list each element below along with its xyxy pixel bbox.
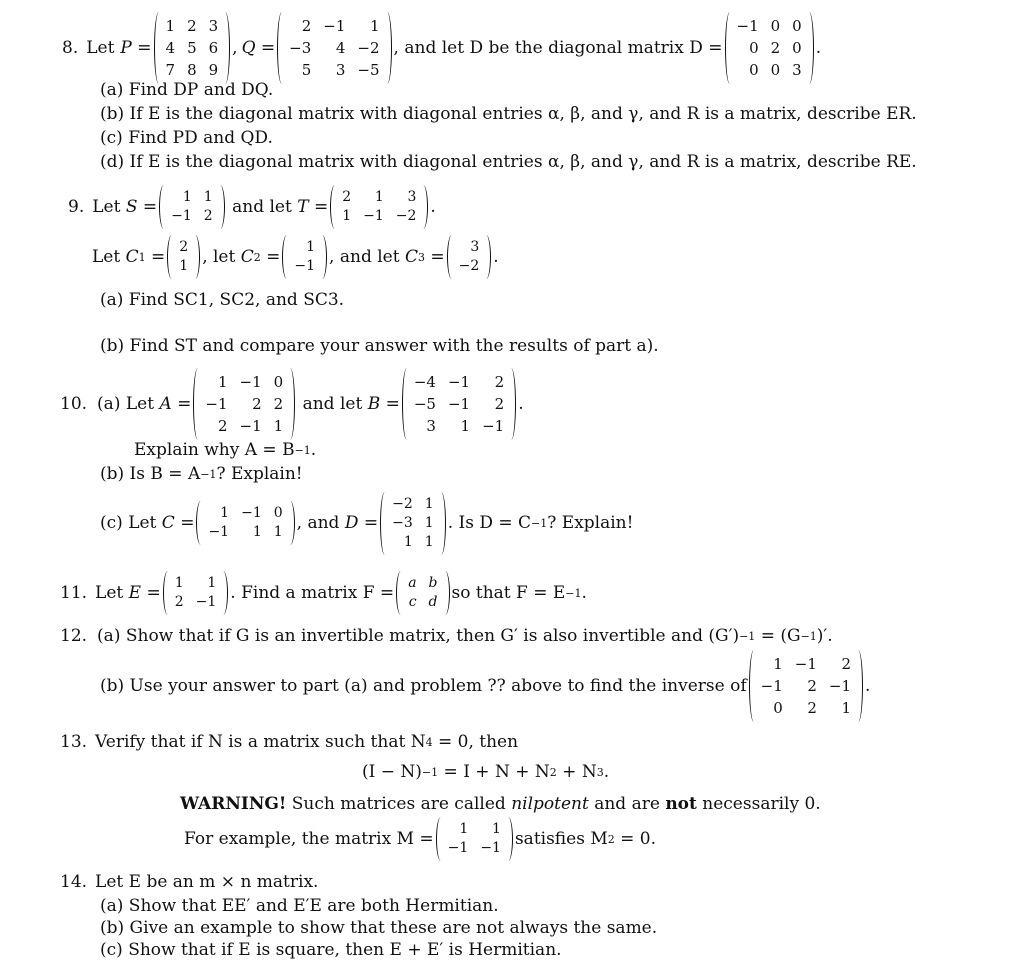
- problem-14a: [100, 896, 499, 916]
- matrix-entry: 1: [165, 17, 176, 35]
- satisfies-tail: = 0.: [614, 829, 657, 849]
- problem-8c: [100, 128, 273, 148]
- matrix-entry: −1: [760, 677, 783, 695]
- problem-10-number: 10.: [60, 394, 88, 414]
- matrix-D: [725, 12, 814, 84]
- matrix-entry: −1: [239, 417, 262, 435]
- problem-13-formula-tail: = I + N + N: [438, 762, 550, 782]
- problem-10a-explain: Explain why A = B −1 .: [134, 440, 317, 460]
- matrix-entry: 1: [174, 575, 184, 591]
- matrix-entry: 0: [792, 39, 802, 57]
- matrix-entry: 1: [252, 524, 262, 540]
- left-paren: [159, 185, 167, 229]
- right-paren: [508, 368, 516, 440]
- matrix-entry: c: [408, 594, 417, 610]
- left-paren: [163, 571, 171, 615]
- matrix-entry: −1: [205, 395, 228, 413]
- problem-14c: [100, 940, 562, 960]
- matrix-entry: 1: [424, 533, 434, 550]
- warning-text: Such matrices are called: [286, 794, 512, 814]
- nilpotent-term: nilpotent: [511, 794, 589, 814]
- matrix-entry: −4: [413, 373, 436, 391]
- matrix-entry: −3: [392, 514, 413, 531]
- problem-9b: [100, 336, 659, 356]
- matrix-entry: −5: [413, 395, 436, 413]
- matrix-entry: 0: [749, 61, 759, 79]
- matrix-F: [396, 571, 449, 615]
- matrix-entry: 1: [220, 505, 230, 521]
- matrix-entry: 5: [301, 61, 312, 79]
- matrix-entry: 7: [165, 61, 176, 79]
- right-paren: [319, 235, 327, 279]
- matrix-entry: −1: [195, 594, 217, 610]
- matrix-12b: [749, 650, 863, 722]
- problem-8a: [100, 80, 273, 100]
- problem-13-formula: (I − N) −1 = I + N + N 2 + N 3 .: [362, 762, 610, 782]
- right-paren: [505, 817, 513, 861]
- matrix-entry: 2: [217, 417, 228, 435]
- problem-9b-text: (b) Find ST and compare your answer with the results of part a).: [100, 336, 659, 356]
- left-paren: [154, 12, 162, 84]
- matrix-A: [193, 368, 295, 440]
- left-paren: [725, 12, 733, 84]
- matrix-P: [154, 12, 231, 84]
- problem-14-intro: [60, 872, 318, 892]
- matrix-entry: 3: [792, 61, 802, 79]
- problem-14b: [100, 918, 657, 938]
- matrix-D-10: [380, 492, 446, 555]
- problem-12a-tail: = (G: [755, 626, 801, 646]
- matrix-entry: 2: [770, 39, 781, 57]
- matrix-entry: 1: [273, 524, 283, 540]
- left-paren: [196, 501, 204, 545]
- matrix-entry: 2: [807, 699, 817, 717]
- matrix-entry: 2: [252, 395, 262, 413]
- matrix-entry: −2: [458, 258, 480, 274]
- matrix-entry: −1: [736, 17, 759, 35]
- problem-8d: [100, 152, 917, 172]
- right-paren: [217, 185, 225, 229]
- problem-12a: 12. (a) Show that if G is an invertible matrix, then G′ is also invertible and (G′) −1 = (G −1 )′.: [60, 626, 833, 646]
- problem-8b: [100, 104, 917, 124]
- matrix-entry: −1: [241, 505, 262, 521]
- matrix-entry: 3: [426, 417, 436, 435]
- matrix-entry: 0: [792, 17, 802, 35]
- problem-9a: [100, 290, 344, 310]
- matrix-entry: 0: [773, 699, 783, 717]
- problem-8-number: 8.: [62, 38, 79, 58]
- matrix-entry: a: [408, 575, 417, 591]
- problem-13-number: 13.: [60, 732, 88, 752]
- problem-13-formula-text: (I − N): [362, 762, 422, 782]
- matrix-entry: 1: [403, 533, 413, 550]
- problem-11-mid: . Find a matrix F =: [230, 583, 395, 603]
- matrix-entry: 1: [179, 258, 189, 274]
- vector-C2: [282, 235, 327, 279]
- matrix-entry: 1: [459, 821, 469, 837]
- matrix-entry: 1: [841, 699, 852, 717]
- problem-14a-text: (a) Show that EE′ and E′E are both Hermitian.: [100, 896, 499, 916]
- problem-13-example: For example, the matrix M = 1 1 −1 −1 satisfies M 2 = 0.: [184, 816, 656, 862]
- left-paren: [396, 571, 404, 615]
- problem-12a-tail2: )′.: [816, 626, 833, 646]
- left-paren: [380, 492, 388, 555]
- problem-8-mid: , and let D be the diagonal matrix D =: [393, 38, 723, 58]
- problem-12-number: 12.: [60, 626, 88, 646]
- problem-12b-text: (b) Use your answer to part (a) and problem ?? above to find the inverse of: [100, 676, 747, 696]
- matrix-entry: d: [428, 594, 438, 610]
- problem-10b-text: (b) Is B = A: [100, 464, 201, 484]
- left-paren: [402, 368, 410, 440]
- matrix-entry: 3: [208, 17, 219, 35]
- problem-14b-text: (b) Give an example to show that these are not always the same.: [100, 918, 658, 938]
- matrix-entry: 4: [165, 39, 176, 57]
- problem-8-intro: Let: [86, 38, 115, 58]
- problem-10c: (c) Let C = 1 −1 0 −1 1 1 , and D = −2 1 −3 1 1 1 . Is D = C −1 ? Explain!: [100, 488, 633, 558]
- matrix-entry: 9: [208, 61, 219, 79]
- problem-8b-text: (b) If E is the diagonal matrix with diagonal entries α, β, and γ, and R is a matrix, describe ER.: [100, 104, 917, 124]
- matrix-entry: −5: [357, 61, 380, 79]
- not-emphasis: not: [665, 794, 697, 814]
- matrix-entry: −1: [171, 208, 192, 224]
- problem-8a-text: (a) Find DP and DQ.: [100, 80, 274, 100]
- problem-12a-text: (a) Show that if G is an invertible matrix, then G′ is also invertible and (G′): [97, 626, 740, 646]
- matrix-entry: −1: [363, 208, 384, 224]
- left-paren: [436, 817, 444, 861]
- problem-10c-tail2: ? Explain!: [547, 513, 634, 533]
- warning-label: WARNING!: [180, 794, 287, 814]
- right-paren: [192, 235, 200, 279]
- right-paren: [438, 492, 446, 555]
- left-paren: [277, 12, 285, 84]
- problem-8-statement: 8. Let P = 1 2 3 4 5 6 7 8 9 , Q = 2 −1 1 −3 4 −2 5 3 −5 , and let D be the diagonal matrix D = −1 0 0 0 2 0 0 0 3 .: [62, 12, 821, 84]
- right-paren: [806, 12, 814, 84]
- matrix-entry: 2: [174, 594, 184, 610]
- warning-text-3: necessarily 0.: [696, 794, 821, 814]
- matrix-entry: −1: [447, 395, 471, 413]
- matrix-entry: 2: [342, 189, 352, 205]
- problem-9-statement: 9. Let S = 1 1 −1 2 and let T = 2 1 3 1 −1 −2 .: [68, 184, 436, 230]
- matrix-entry: 1: [203, 189, 213, 205]
- matrix-entry: −1: [480, 840, 501, 856]
- matrix-entry: 0: [770, 61, 781, 79]
- right-paren: [384, 12, 392, 84]
- matrix-entry: 1: [273, 417, 284, 435]
- problem-14-number: 14.: [60, 872, 88, 892]
- matrix-entry: 2: [187, 17, 197, 35]
- problem-13-intro-text: Verify that if N is a matrix such that N: [95, 732, 426, 752]
- matrix-entry: 3: [335, 61, 346, 79]
- problem-14c-text: (c) Show that if E is square, then E + E′ is Hermitian.: [100, 940, 562, 960]
- matrix-entry: −2: [357, 39, 380, 57]
- matrix-entry: 8: [187, 61, 197, 79]
- matrix-entry: 2: [273, 395, 284, 413]
- matrix-entry: 1: [207, 575, 217, 591]
- problem-13-intro: 13. Verify that if N is a matrix such that N 4 = 0, then: [60, 732, 519, 752]
- matrix-T: [330, 185, 428, 229]
- matrix-S: [159, 185, 225, 229]
- left-paren: [282, 235, 290, 279]
- matrix-entry: 3: [407, 189, 417, 205]
- matrix-entry: 0: [273, 373, 284, 391]
- right-paren: [222, 12, 230, 84]
- left-paren: [330, 185, 338, 229]
- matrix-entry: 1: [374, 189, 384, 205]
- matrix-entry: 5: [187, 39, 197, 57]
- matrix-entry: −1: [482, 417, 505, 435]
- right-paren: [287, 368, 295, 440]
- matrix-entry: 2: [494, 373, 505, 391]
- matrix-entry: 1: [370, 17, 380, 35]
- problem-10-statement: 10. (a) Let A = 1 −1 0 −1 2 2 2 −1 1 and let B = −4 −1 2 −5 −1 2 3 1 −1 .: [60, 368, 524, 440]
- left-paren: [167, 235, 175, 279]
- matrix-entry: −1: [794, 655, 817, 673]
- problem-13-formula-tail2: + N: [556, 762, 597, 782]
- matrix-entry: −3: [289, 39, 312, 57]
- matrix-entry: 1: [306, 239, 316, 255]
- matrix-entry: 1: [460, 417, 471, 435]
- matrix-entry: 1: [424, 514, 434, 531]
- problem-8c-text: (c) Find PD and QD.: [100, 128, 273, 148]
- problem-14-intro-text: Let E be an m × n matrix.: [95, 872, 319, 892]
- right-paren: [855, 650, 863, 722]
- matrix-entry: 1: [182, 189, 192, 205]
- satisfies-text: satisfies M: [514, 829, 608, 849]
- left-paren: [749, 650, 757, 722]
- matrix-entry: 2: [841, 655, 852, 673]
- matrix-entry: 0: [770, 17, 781, 35]
- matrix-entry: −2: [392, 495, 413, 512]
- example-text: For example, the matrix M =: [184, 829, 434, 849]
- matrix-entry: 2: [203, 208, 213, 224]
- problem-9-vectors: Let C 1 = 2 1 , let C 2 = 1 −1 , and let C 3 = 3 −2 .: [92, 234, 499, 280]
- problem-9a-text: (a) Find SC1, SC2, and SC3.: [100, 290, 345, 310]
- matrix-entry: 4: [335, 39, 346, 57]
- matrix-entry: 1: [217, 373, 228, 391]
- matrix-E: [163, 571, 229, 615]
- warning-text-2: and are: [588, 794, 666, 814]
- right-paren: [220, 571, 228, 615]
- matrix-entry: 0: [749, 39, 759, 57]
- problem-10b-tail: ? Explain!: [216, 464, 303, 484]
- right-paren: [287, 501, 295, 545]
- matrix-entry: 3: [470, 239, 480, 255]
- problem-10c-tail: . Is D = C: [447, 513, 532, 533]
- matrix-entry: −1: [828, 677, 852, 695]
- matrix-entry: 2: [301, 17, 312, 35]
- matrix-entry: 6: [208, 39, 219, 57]
- problem-10a-text: Explain why A = B: [134, 440, 295, 460]
- matrix-entry: −1: [447, 373, 471, 391]
- matrix-entry: −1: [447, 840, 469, 856]
- left-paren: [193, 368, 201, 440]
- matrix-entry: −1: [323, 17, 346, 35]
- matrix-entry: 1: [424, 495, 434, 512]
- matrix-entry: 2: [807, 677, 817, 695]
- vector-C1: [167, 235, 200, 279]
- matrix-Q: [277, 12, 391, 84]
- matrix-entry: 1: [773, 655, 783, 673]
- matrix-entry: 2: [494, 395, 505, 413]
- matrix-entry: b: [428, 575, 438, 591]
- problem-13-intro-tail: = 0, then: [432, 732, 519, 752]
- matrix-B: [402, 368, 516, 440]
- matrix-entry: −1: [294, 258, 316, 274]
- left-paren: [447, 235, 455, 279]
- matrix-entry: −1: [239, 373, 262, 391]
- problem-11-statement: 11. Let E = 1 1 2 −1 . Find a matrix F = a b c d so that F = E −1 .: [60, 570, 587, 616]
- problem-11-number: 11.: [60, 583, 88, 603]
- matrix-entry: 1: [342, 208, 352, 224]
- right-paren: [483, 235, 491, 279]
- matrix-entry: 1: [492, 821, 501, 837]
- problem-10b: (b) Is B = A −1 ? Explain!: [100, 464, 303, 484]
- problem-12b: (b) Use your answer to part (a) and problem ?? above to find the inverse of 1 −1 2 −1 2 −1 0 2 1 .: [100, 650, 870, 722]
- right-paren: [420, 185, 428, 229]
- matrix-C: [196, 501, 294, 545]
- problem-8d-text: (d) If E is the diagonal matrix with diagonal entries α, β, and γ, and R is a matrix, describe RE.: [100, 152, 917, 172]
- right-paren: [442, 571, 450, 615]
- vector-C3: [447, 235, 492, 279]
- matrix-entry: −2: [395, 208, 417, 224]
- matrix-entry: 2: [179, 239, 189, 255]
- matrix-entry: −1: [208, 524, 230, 540]
- problem-9-number: 9.: [68, 197, 85, 217]
- matrix-M-nilpotent: [436, 817, 513, 861]
- matrix-entry: 0: [273, 505, 283, 521]
- problem-13-warning: [180, 794, 821, 814]
- problem-11-tail: so that F = E: [451, 583, 566, 603]
